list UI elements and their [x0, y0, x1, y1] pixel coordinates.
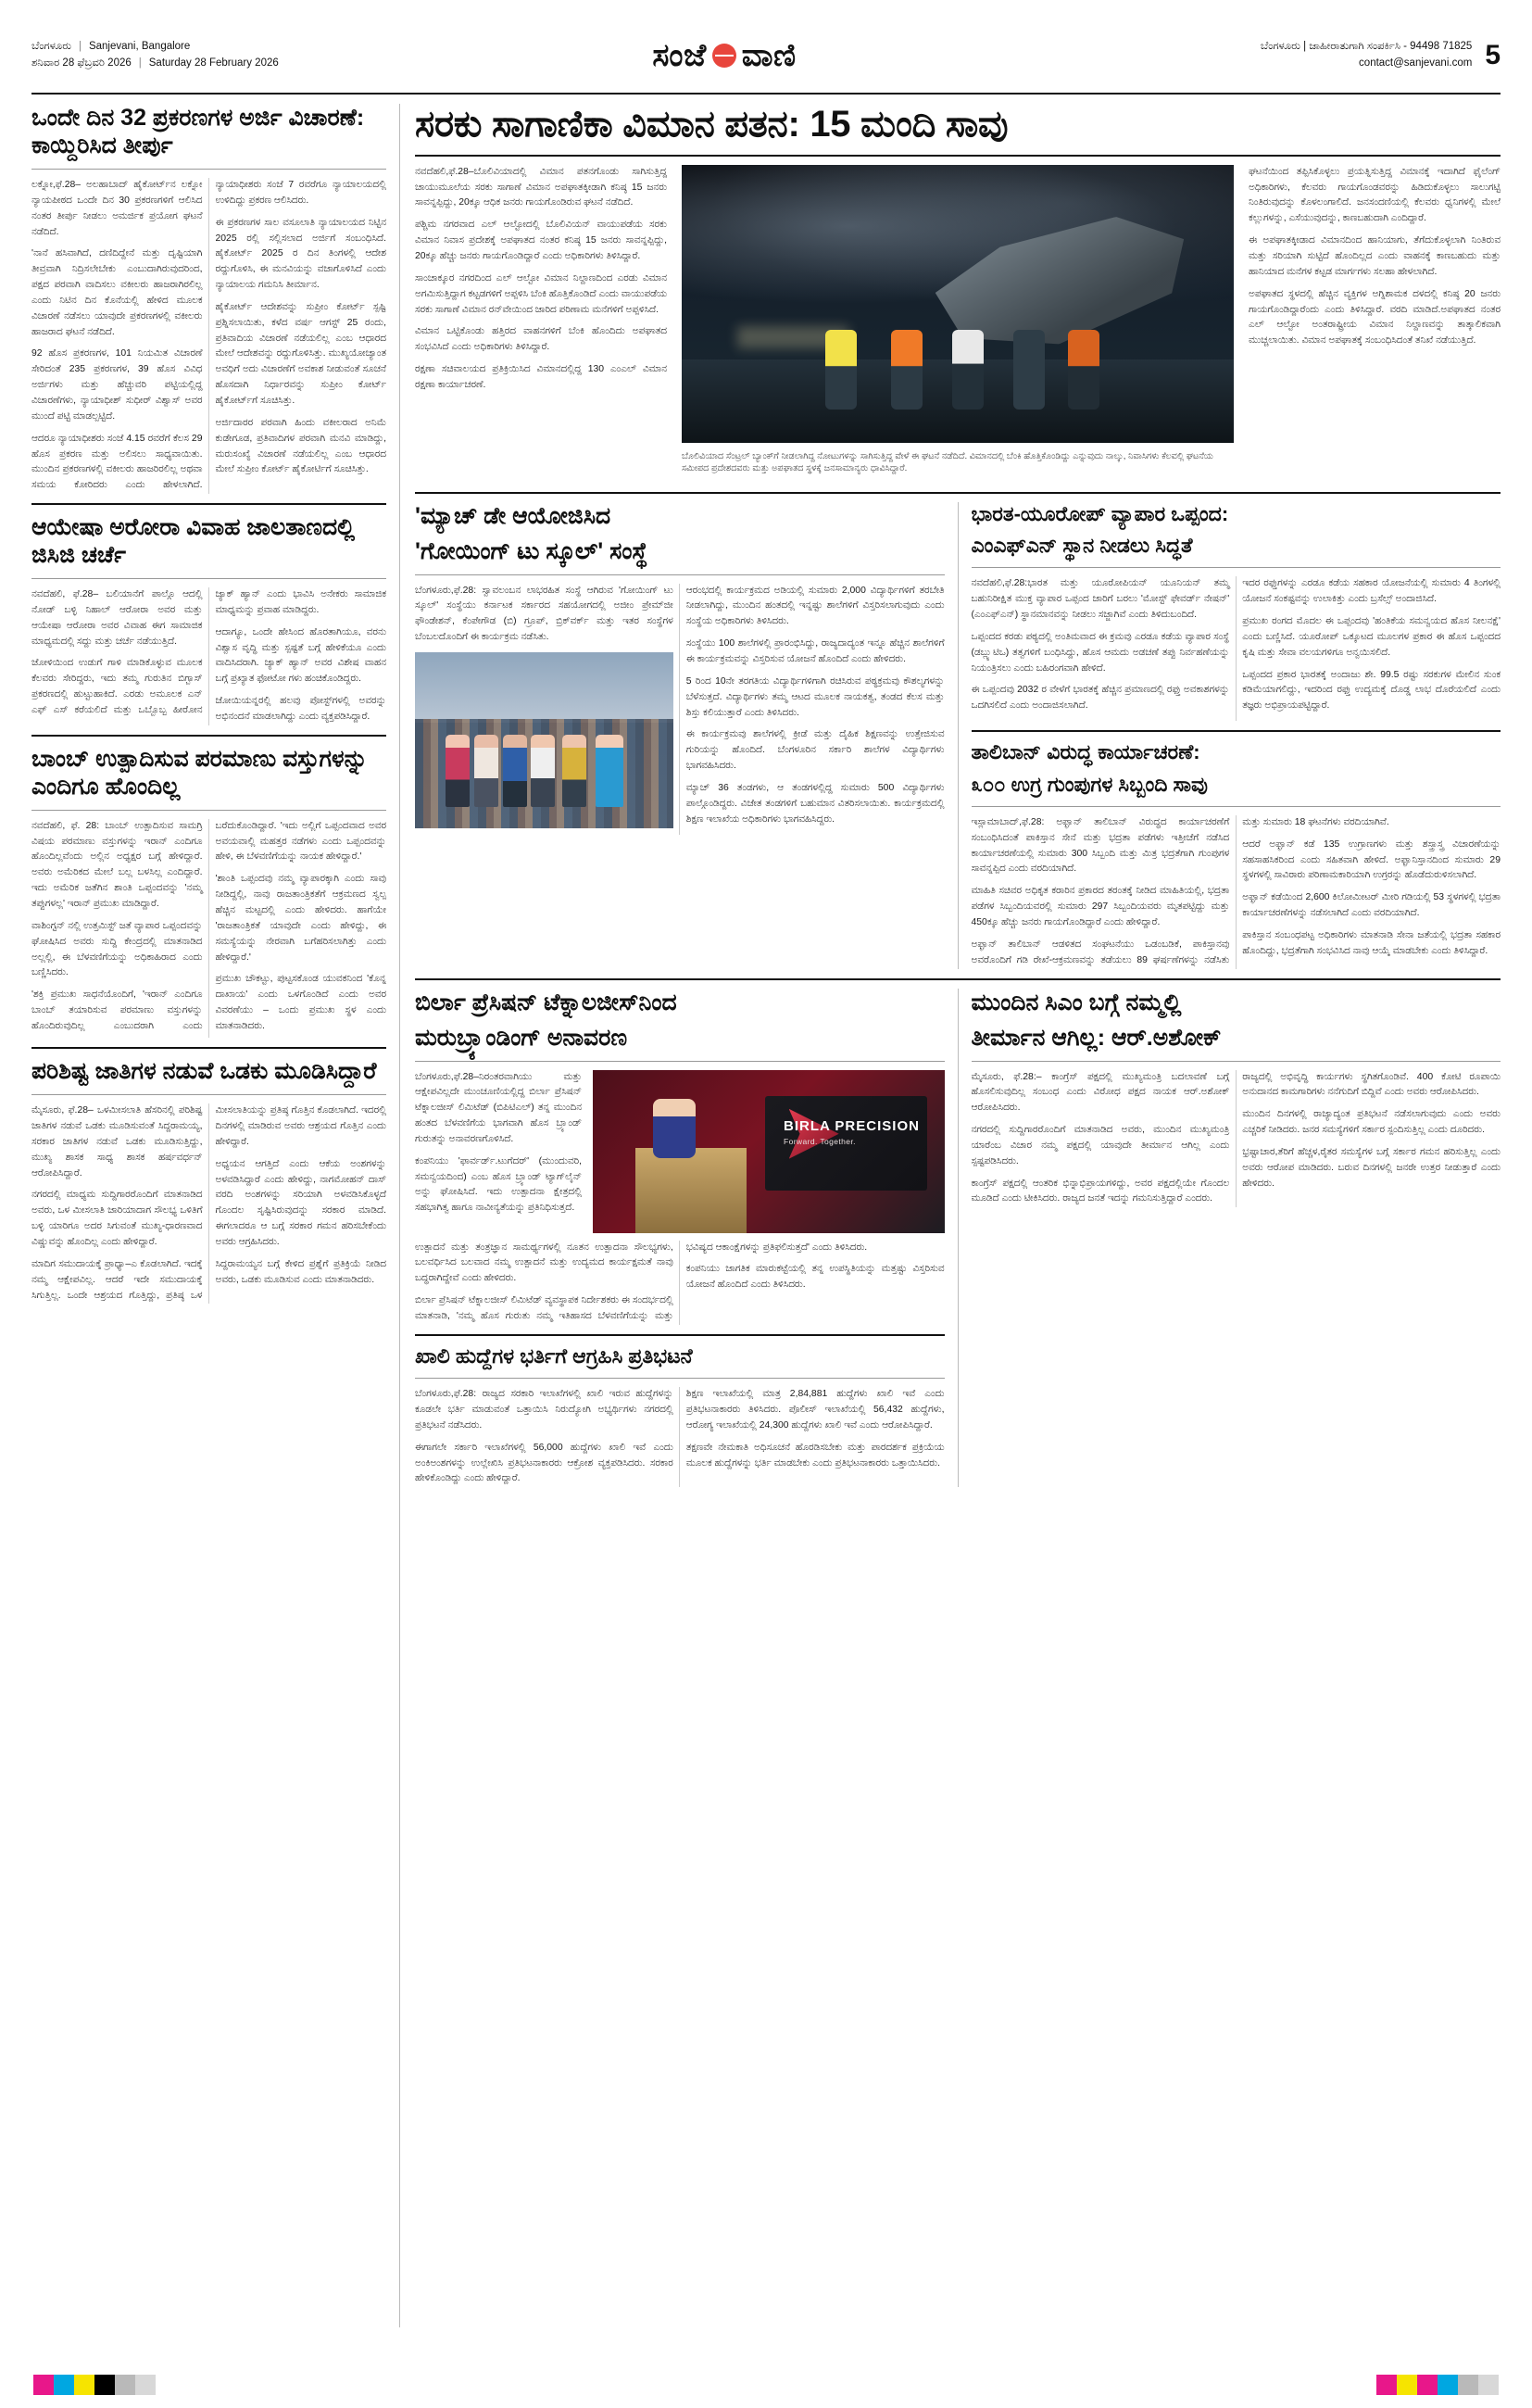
column-divider — [958, 502, 959, 969]
birla-brand-text — [784, 1118, 920, 1146]
birla-event-photo — [593, 1070, 945, 1233]
headline: ಖಾಲಿ ಹುದ್ದೆಗಳ ಭರ್ತಿಗೆ ಆಗ್ರಹಿಸಿ ಪ್ರತಿಭಟನೆ — [415, 1343, 693, 1368]
plane-crash-photo — [682, 165, 1234, 443]
article-paragraph: ಕಾಂಗ್ರೆಸ್ ಪಕ್ಷದಲ್ಲಿ ಆಂತರಿಕ ಭಿನ್ನಾಭಿಪ್ರಾಯಗಳಿದ್ದು, ಅವರ ಪಕ್ಷದಲ್ಲಿಯೇ ಗೊಂದಲ ಮೂಡಿದೆ ಎಂದು ಟೀಕಿಸಿದರು. ರಾಜ್ಯದ ಜನತೆ ಇದನ್ನು ಗಮನಿಸುತ್ತಿದ್ದಾರೆ ಎಂದರು. — [971, 1178, 1230, 1204]
article-paragraph: ಮಾಹಿತಿ ಸಚಿವರ ಅಧಿಕೃತ ಕರಾರಿನ ಪ್ರಕಾರದ ತರಂತಕ್ಕೆ ನೀಡಿದ ಮಾಹಿತಿಯಲ್ಲಿ, ಭದ್ರತಾ ಪಡೆಗಳ ಸಿಬ್ಬಂದಿಯವರಲ್ಲಿ ಸುಮಾರು 297 ಸಿಬ್ಬಂದಿಯವರು ಮೃತಪಟ್ಟಿದ್ದು ಮತ್ತು 450ಕ್ಕೂ ಹೆಚ್ಚು ಜನರು ಗಾಯಗೊಂಡಿದ್ದಾರೆ ಎಂದು ಹೇಳಿದ್ದಾರೆ. — [971, 886, 1230, 928]
article-paragraph: ಅರ್ಜಿದಾರರ ಪರವಾಗಿ ಹಿಂದು ವಕೀಲರಾದ ಅನಿಮೆ ಕುಡೇಗೂಡ, ಪ್ರತಿವಾದಿಗಳ ಪರವಾಗಿ ಮನವಿ ಮಾಡಿದ್ದು, ಮರುಸಂಖ್ಯೆ ವಿಚಾರಣೆ ನಡೆಯಲಿಲ್ಲ ಎಂಬ ಆಧಾರದ ಮೇಲೆ ಸುಪ್ರೀಂ ಕೋರ್ಟ್ ಹೈಕೋರ್ಟಿಗೆ ಸೂಚಿಸಿತ್ತು. — [215, 417, 386, 475]
divider: | — [78, 41, 82, 53]
article-paragraph: ಅಫ್ಘಾನ್ ಕಡೆಯಿಂದ 2,600 ಕಿಲೋಮೀಟರ್ ಮೀರಿ ಗಡಿಯಲ್ಲಿ 53 ಸ್ಥಳಗಳಲ್ಲಿ ಭದ್ರತಾ ಕಾರ್ಯಾಚರಣೆಗಳನ್ನು ನಡೆಸಲಾಗಿದೆ ಎಂದು ವರದಿಯಾಗಿದೆ. — [1242, 892, 1501, 919]
article-paragraph: ನಗರದಲ್ಲಿ ಮಾಧ್ಯಮ ಸುದ್ದಿಗಾರರೊಂದಿಗೆ ಮಾತನಾಡಿದ ಅವರು, ಒಳ ಮೀಸಲಾತಿ ಜಾರಿಯಾದಾಗ ಸೌಲಭ್ಯ ಒಳಿತಿಗೆ ಬಳ್ಳಿ ಯಾರಿಗೂ ಅದರ ಸಿಗುವಂತೆ ಮುಖ್ಯ-ಧಾರಣವಾದ ವಿಷ್ಣುವನ್ನು ಹೊಂದಿಲ್ಲ ಎಂದು ಹೇಳಿದ್ದಾರೆ. — [31, 1190, 203, 1247]
article-taliban-operation — [972, 740, 1501, 968]
masthead-left — [31, 39, 337, 72]
article-paragraph: ಬೆಂಗಳೂರು,ಫೆ.28: ರಾಜ್ಯದ ಸರಕಾರಿ ಇಲಾಖೆಗಳಲ್ಲಿ ಖಾಲಿ ಇರುವ ಹುದ್ದೆಗಳನ್ನು ಕೂಡಲೇ ಭರ್ತಿ ಮಾಡುವಂತೆ ಒತ್ತಾಯಿಸಿ ನಿರುದ್ಯೋಗಿ ಅಭ್ಯರ್ಥಿಗಳು ನಗರದಲ್ಲಿ ಪ್ರತಿಭಟನೆ ನಡೆಸಿದರು. — [415, 1389, 673, 1431]
masthead-right — [1111, 34, 1501, 78]
headline: ಆಯೇಷಾ ಅರೋರಾ ವಿವಾಹ ಜಾಲತಾಣದಲ್ಲಿ ಜಿಸಿಜಿ ಚರ್ಚೆ — [31, 514, 356, 569]
color-swatch-3 — [1438, 2375, 1458, 2395]
article-paragraph: ನವದೆಹಲಿ, ಫೆ.28– ಬಲಿಯಾನೆಗೆ ಪಾಲ್ಗೊ ಆದಲ್ಲಿ ನೋಡ್ ಬಳ್ಳಿ ನಿಹಾಲ್ ಆರೋರಾ ಅವರ ಮತ್ತು ಆಯೇಷಾ ಆರೋರಾ ಅವರ ವಿವಾಹ ಈಗ ಸಾಮಾಜಿಕ ಮಾಧ್ಯಮದಲ್ಲಿ ಸದ್ದು ಮತ್ತು ಚರ್ಚೆ ನಡೆಯುತ್ತಿದೆ. — [31, 589, 203, 647]
article-paragraph: ಆದರೆ ಅಫ್ಘಾನ್ ಕಡೆ 135 ಉಗ್ರಾಣಗಳು ಮತ್ತು ಶಸ್ತ್ರಾಸ್ತ್ರ ವಿಚಾರಣೆಯನ್ನು ಸಹಸಾಹಸಿಕರಿಂದ ಎಂದು ಸಹಿತವಾಗಿ ಹೇಳಿದೆ. ಅಫ್ಘಾನಿಸ್ತಾನದಿಂದ ಸುಮಾರು 29 ಸ್ಥಳಗಳಲ್ಲಿ ಸಾವಿರಾರು ಪರಿಣಾಮಕಾರಿಯಾಗಿ ಉಗ್ರರನ್ನು ಹೊಡೆದುರುಳಿಸಲಾಗಿದೆ. — [1242, 838, 1501, 881]
article-paragraph: ಇಸ್ಲಾಮಾಬಾದ್,ಫೆ.28: ಅಫ್ಘಾನ್ ತಾಲಿಬಾನ್ ವಿರುದ್ಧದ ಕಾರ್ಯಾಚರಣೆಗೆ ಸಂಬಂಧಿಸಿದಂತೆ ಪಾಕಿಸ್ತಾನ ಸೇನೆ ಮತ್ತು ಭದ್ರತಾ ಪಡೆಗಳು ಇತ್ತೀಚೆಗೆ ನಡೆಸಿದ ಕಾರ್ಯಾಚರಣೆಯಲ್ಲಿ ಸುಮಾರು 300 ಸಿಬ್ಬಂದಿ ಮತ್ತು ಮಿತ್ರ ಭದ್ರತೆಗಾಗಿ ಗುಂಪುಗಳ ಸಾವನ್ನಪ್ಪಿದ ಎಂದು ವರದಿಯಾಗಿದೆ. — [971, 816, 1230, 875]
article-paragraph: ವಾಶಿಂಗ್ಟನ್ ನಲ್ಲಿ ಉತ್ತಮಿಸ್ಟ್ ಜತೆ ವ್ಯಾಪಾರ ಒಪ್ಪಂದವನ್ನು ಘೋಷಿಸಿದ ಅವರು ಸುದ್ದಿ ಕೇಂದ್ರದಲ್ಲಿ ಮಾತನಾಡಿದ ಅಲ್ಲಲ್ಲಿ, ಈ ಬೆಳವಣಿಗೆಯನ್ನು ಅಧಿಕಾಹಿರಾದ ಎಂದು ಬಣ್ಣಿಸಿದರು. — [31, 920, 203, 978]
divider: | — [138, 57, 142, 69]
article-paragraph: ಈ ಕಾರ್ಯಕ್ರಮವು ಶಾಲೆಗಳಲ್ಲಿ ಕ್ರೀಡೆ ಮತ್ತು ದೈಹಿಕ ಶಿಕ್ಷಣವನ್ನು ಉತ್ತೇಜಿಸುವ ಗುರಿಯನ್ನು ಹೊಂದಿದೆ. ಬೆಂಗಳೂರಿನ ಸರ್ಕಾರಿ ಶಾಲೆಗಳ ವಿದ್ಯಾರ್ಥಿಗಳು ಭಾಗವಹಿಸಿದರು. — [685, 729, 945, 772]
article-paragraph: ಇದರ ರಫ್ತುಗಳನ್ನು ಎರಡೂ ಕಡೆಯ ಸಹಕಾರ ಯೋಜನೆಯಲ್ಲಿ ಸುಮಾರು 4 ತಿಂಗಳಲ್ಲಿ ಯೋಜನೆ ಸಂಕಷ್ಟವನ್ನು ಉಲಾಕಿತ್ತು ಎಂದು ಬ್ರಸೆಲ್ಸ್ ಅಂದಾಜಿಸಿದೆ. — [1242, 578, 1501, 605]
article-india-eu-trade — [972, 502, 1501, 969]
article-paragraph: ಜೋಯಿಯನ್ನರಲ್ಲಿ ಹಲವು ಪೋಸ್ಟ್‌ಗಳಲ್ಲಿ ಅವರನ್ನು ಅಭಿನಂದನೆ ಮಾಡಲಾಗಿದ್ದು ಎಂದು ವ್ಯಕ್ತಪಡಿಸಿದ್ದಾರೆ. — [215, 696, 386, 722]
color-swatch-3 — [94, 2375, 115, 2395]
article-paragraph: ಮಾದಿಗ ಸಮುದಾಯಕ್ಕೆ ಪ್ರಾಧ್ಯಾ–ಎ ಕೊಡಲಾಗಿದೆ. ಇದಕ್ಕೆ ನಮ್ಮ ಆಕ್ಷೇಪವಿಲ್ಲ. ಆದರೆ ಇದೇ ಸಮುದಾಯಕ್ಕೆ ಸಿಗುತ್ತಿಲ್ಲ. ಒಂದೇ ಆಶ್ರಯದ ಗೊತ್ತಿದ್ದು, ಪ್ರತಿಷ್ಠ ಒಳ ಮೀಸಲಾತಿಯನ್ನು ಪ್ರತಿಷ್ಠ ಗೊತ್ತಿನ ಕೊಡಲಾಗಿದೆ. ಇದರಲ್ಲಿ ದಿನಗಳಲ್ಲಿ ಮಾಡಿರುವ ಅವರು ಆಶ್ರಯದ ಗೊತ್ತಿನ ಎಂದು ಹೇಳಿದ್ದಾರೆ. — [31, 1105, 386, 1301]
article-paragraph: ಕಂಪನಿಯು ಜಾಗತಿಕ ಮಾರುಕಟ್ಟೆಯಲ್ಲಿ ತನ್ನ ಉಪಸ್ಥಿತಿಯನ್ನು ಮತ್ತಷ್ಟು ವಿಸ್ತರಿಸುವ ಯೋಜನೆ ಹೊಂದಿದೆ ಎಂದು ತಿಳಿಸಿದರು. — [685, 1264, 945, 1291]
article-paragraph: ಸಿದ್ದರಾಮಯ್ಯನ ಬಗ್ಗೆ ಕೇಳಿದ ಪ್ರಶ್ನೆಗೆ ಪ್ರತಿಕ್ರಿಯೆ ನೀಡಿದ ಅವರು, ಒಡಕು ಮೂಡಿಸುವ ಎಂದು ಮಾತನಾಡಿದರು. — [215, 1258, 386, 1285]
article-paragraph: ಶಿಕ್ಷಣ ಇಲಾಖೆಯಲ್ಲಿ ಮಾತ್ರ 2,84,881 ಹುದ್ದೆಗಳು ಖಾಲಿ ಇವೆ ಎಂದು ಪ್ರತಿಭಟನಾಕಾರರು ತಿಳಿಸಿದರು. ಪೊಲೀಸ್ ಇಲಾಖೆಯಲ್ಲಿ 56,432 ಹುದ್ದೆಗಳು, ಆರೋಗ್ಯ ಇಲಾಖೆಯಲ್ಲಿ 24,300 ಹುದ್ದೆಗಳು ಖಾಲಿ ಇವೆ ಎಂದು ಆರೋಪಿಸಿದ್ದಾರೆ. — [685, 1389, 945, 1431]
article-vacancy-protest — [415, 1344, 945, 1487]
article-paragraph: ಭ್ರಷ್ಟಾಚಾರ,ತೆರಿಗೆ ಹೆಚ್ಚಳ,ರೈತರ ಸಮಸ್ಯೆಗಳ ಬಗ್ಗೆ ಸರ್ಕಾರ ಗಮನ ಹರಿಸುತ್ತಿಲ್ಲ ಎಂದು ಅವರು ಆರೋಪ ಮಾಡಿದರು. ಬರುವ ದಿನಗಳಲ್ಲಿ ಜನರೇ ಉತ್ತರ ನೀಡುತ್ತಾರೆ ಎಂದು ಹೇಳಿದರು. — [1242, 1146, 1501, 1189]
edition-date-en: Saturday 28 February 2026 — [148, 57, 279, 69]
headline: ಒಂದೇ ದಿನ 32 ಪ್ರಕರಣಗಳ ಅರ್ಜಿ ವಿಚಾರಣೆ: ಕಾಯ್ದಿರಿಸಿದ ತೀರ್ಪು — [31, 105, 365, 158]
article-paragraph: ಬಿರ್ಲಾ ಪ್ರೆಸಿಷನ್ ಟೆಕ್ನಾಲಜೀಸ್ ಲಿಮಿಟೆಡ್ ವ್ಯವಸ್ಥಾಪಕ ನಿರ್ದೇಶಕರು ಈ ಸಂದರ್ಭದಲ್ಲಿ ಮಾತನಾಡಿ, 'ನಮ್ಮ ಹೊಸ ಗುರುತು ನಮ್ಮ ಇತಿಹಾಸದ ಬೆಳವಣಿಗೆಯನ್ನು ಮತ್ತು ಭವಿಷ್ಯದ ಆಕಾಂಕ್ಷೆಗಳನ್ನು ಪ್ರತಿಫಲಿಸುತ್ತದೆ' ಎಂದು ತಿಳಿಸಿದರು. — [415, 1242, 868, 1321]
article-paragraph: ಮ್ಯಾಚ್ 36 ತಂಡಗಳು, ಆ ತಂಡಗಳಲ್ಲಿದ್ದ ಸುಮಾರು 500 ವಿದ್ಯಾರ್ಥಿಗಳು ಪಾಲ್ಗೊಂಡಿದ್ದರು. ವಿಜೇತ ತಂಡಗಳಿಗೆ ಬಹುಮಾನ ವಿತರಿಸಲಾಯಿತು. ಕಾರ್ಯಕ್ರಮದಲ್ಲಿ ಶಿಕ್ಷಣ ಇಲಾಖೆಯ ಅಧಿಕಾರಿಗಳು ಭಾಗವಹಿಸಿದ್ದರು. — [685, 782, 945, 825]
headline-line1: ಬಿರ್ಲಾ ಪ್ರೆಸಿಷನ್ ಟೆಕ್ನಾಲಜೀಸ್‌ನಿಂದ — [415, 989, 677, 1015]
globe-icon — [712, 44, 736, 68]
article-paragraph: ಈ ಒಪ್ಪಂದವು 2032 ರ ವೇಳೆಗೆ ಭಾರತಕ್ಕೆ ಹೆಚ್ಚಿನ ಪ್ರಮಾಣದಲ್ಲಿ ರಫ್ತು ಅವಕಾಶಗಳನ್ನು ಒದಗಿಸಲಿದೆ ಎಂದು ಅಂದಾಜಿಸಲಾಗಿದೆ. — [971, 685, 1230, 712]
headline-line1: ಭಾರತ-ಯೂರೋಪ್ ವ್ಯಾಪಾರ ಒಪ್ಪಂದ: — [971, 501, 1229, 525]
article-paragraph: ಆರಂಭದಲ್ಲಿ ಕಾರ್ಯಕ್ರಮದ ಅಡಿಯಲ್ಲಿ ಸುಮಾರು 2,000 ವಿದ್ಯಾರ್ಥಿಗಳಿಗೆ ತರಬೇತಿ ನೀಡಲಾಗಿದ್ದು, ಮುಂದಿನ ಹಂತದಲ್ಲಿ ಇನ್ನಷ್ಟು ಶಾಲೆಗಳಿಗೆ ವಿಸ್ತರಿಸಲಾಗುವುದು ಎಂದು ಸಂಸ್ಥೆಯ ಅಧಿಕಾರಿಗಳು ತಿಳಿಸಿದರು. — [685, 585, 945, 627]
article-paragraph: ಸಂಸ್ಥೆಯು 100 ಶಾಲೆಗಳಲ್ಲಿ ಪ್ರಾರಂಭಿಸಿದ್ದು, ರಾಜ್ಯದಾದ್ಯಂತ ಇನ್ನೂ ಹೆಚ್ಚಿನ ಶಾಲೆಗಳಿಗೆ ಈ ಕಾರ್ಯಕ್ರಮವನ್ನು ವಿಸ್ತರಿಸುವ ಯೋಜನೆ ಹೊಂದಿದೆ ಎಂದು ಹೇಳಿದರು. — [685, 638, 945, 665]
brand-tagline: Forward. Together. — [783, 1136, 856, 1146]
photo-caption: ಬೊಲಿವಿಯಾದ ಸೆಂಟ್ರಲ್ ಬ್ಯಾಂಕ್‌ಗೆ ನೀಡಲಾಗಿದ್ದ ನೋಟುಗಳನ್ನು ಸಾಗಿಸುತ್ತಿದ್ದ ವೇಳೆ ಈ ಘಟನೆ ನಡೆದಿದೆ. ವಿಮಾನದಲ್ಲಿ ಬೆಂಕಿ ಹೊತ್ತಿಕೊಂಡಿದ್ದು ಎನ್ನುವುದು ನಾಲ್ಕು, ನಿವಾಸಿಗಳು ಕೆಲವಲ್ಲಿ ಘಟನೆಯ ಸಮೀಪದ ಪ್ರದೇಶದವರು ಮತ್ತು ಅಪಘಾತದ ಸ್ಥಳಕ್ಕೆ ಜನಸಾಮಾನ್ಯರು ಧಾವಿಸಿದ್ದಾರೆ. — [682, 450, 1213, 474]
column-divider — [958, 989, 959, 1488]
mid-block — [415, 502, 1501, 969]
color-swatch-1 — [1397, 2375, 1417, 2395]
article-paragraph: ಈ ಅಪಘಾತಕ್ಕೀಡಾದ ವಿಮಾನದಿಂದ ಹಾನಿಯಾಗು, ತೆಗೆದುಕೊಳ್ಳಲಾಗಿ ನಿಂತಿರುವ ಮತ್ತು ಸರಿಯಾಗಿ ಸುಟ್ಟಿದೆ ಹೊಂದಿಲ್ಲದ ಎಂದು ವಾಹನಕ್ಕೆ ಕಾಣಬಹುದು ಮತ್ತು ಹಾನಿಯಾದ ಮನೆಗಳ ಕಟ್ಟಡ ಮಾರ್ಗಗಳು ಸಲಹಾ ಹೇಳಲಾಗಿದೆ. — [1249, 235, 1501, 277]
lead-story-grid — [415, 165, 1501, 483]
color-swatch-0 — [1376, 2375, 1397, 2395]
headline-line2: ಎಂಎಫ್‌ಎನ್ ಸ್ಥಾನ ನೀಡಲು ಸಿದ್ಧತೆ — [971, 534, 1193, 558]
article-paragraph: ಸಾಂಚಾಕ್ಕೂರ ನಗರದಿಂದ ಎಲ್ ಆಲ್ಟೋ ವಿಮಾನ ನಿಲ್ದಾಣದಿಂದ ಎರಡು ವಿಮಾನ ಅಗಮಿಸುತ್ತಿದ್ದಾಗ ಕಟ್ಟಡಗಳಿಗೆ ಅಪ್ಪಳಿಸಿ ಬೆಂಕಿ ಹೊತ್ತಿಕೊಂಡಿದೆ ಎಂದು ವಾಯುಪಡೆಯ ಸರಕು ಸಾಗಾಣೆ ವಿಮಾನ ರನ್‌ವೇಯಿಂದ ಜಾರಿದ ಪರಿಣಾಮ ಮನೆಗಳಿಗೆ ಅಪ್ಪಳಿಸಿದೆ. — [415, 272, 667, 315]
article-paragraph: ಪ್ರಮುಖ ರಂಗದ ಮೊದಲ ಈ ಒಪ್ಪಂದವು 'ಹಂತಿಕೆಯ ಸಮನ್ವಯದ ಹೊಸ ನೀಲನಕ್ಷೆ' ಎಂದು ಬಣ್ಣಿಸಿದೆ. ಯೂರೋಪ್ ಒಕ್ಕೂಟದ ಮೂಲಗಳ ಪ್ರಕಾರ ಈ ಹೊಸ ಒಪ್ಪಂದದ ಕೃಷಿ ಮತ್ತು ಸೇವಾ ವಲಯಗಳಿಗೂ ಅನ್ವಯಿಸಲಿದೆ. — [1242, 616, 1501, 658]
article-paragraph: ನವದೆಹಲಿ,ಫೆ.28–ಬೊಲಿವಿಯಾದಲ್ಲಿ ವಿಮಾನ ಪತನಗೊಂಡು ಸಾಗಿಸುತ್ತಿದ್ದ ಚಾಯುಮೂಲೆಯ ಸರಕು ಸಾಗಾಣೆ ವಿಮಾನ ಅಪಘಾತಕ್ಕೀಡಾಗಿ ಕನಿಷ್ಠ 15 ಜನರು ಸಾವನ್ನಪ್ಪಿದ್ದು, 20ಕ್ಕೂ ಆಧಿಕ ಜನರು ಗಾಯಗೊಂಡಿರುವ ಘಟನೆ ನಡೆದಿದೆ. — [415, 166, 667, 208]
article-paragraph: ಘಟನೆಯಿಂದ ತಪ್ಪಿಸಿಕೊಳ್ಳಲು ಪ್ರಯತ್ನಿಸುತ್ತಿದ್ದ ವಿಮಾನಕ್ಕೆ ಇದಾಗಿದೆ ಫೈಲೆಂಗ್ ಅಧಿಕಾರಿಗಳು, ಕೆಲವರು ಗಾಯಗೊಂಡವರನ್ನು ಹಿಡಿದುಕೊಳ್ಳಲು ಸಾಲುಗಟ್ಟಿ ನಿಂತಿರುವುದನ್ನು ಕೊಳಲಂಗಾಲಿದೆ. ಜನಸಂದಣಿಯಲ್ಲಿ ಕೆಲವರು ಧ್ವನಿಗಳಲ್ಲಿ ಮೇಲೆ ಕಲ್ಲುಗಳನ್ನು, ಎಸೆಯುವುದನ್ನು, ಕಾಣಬಹುದಾಗಿ ಎಂದಿದ್ದಾರೆ. — [1249, 166, 1501, 224]
color-swatch-2 — [1417, 2375, 1438, 2395]
color-registration-bar-right — [1376, 2375, 1499, 2395]
color-swatch-4 — [1458, 2375, 1478, 2395]
headline: ಬಾಂಬ್ ಉತ್ಪಾದಿಸುವ ಪರಮಾಣು ವಸ್ತುಗಳನ್ನು ಎಂದಿಗೂ ಹೊಂದಿಲ್ಲ — [31, 745, 368, 800]
headline-line1: 'ಮ್ಯಾಚ್ ಡೇ ಆಯೋಜಿಸಿದ — [415, 502, 611, 529]
color-swatch-0 — [33, 2375, 54, 2395]
bottom-block — [415, 989, 1501, 1488]
article-paragraph: 92 ಹೊಸ ಪ್ರಕರಣಗಳ, 101 ನಿಯಮಿತ ವಿಚಾರಣೆ ಸೇರಿದಂತೆ 235 ಪ್ರಕರಣಗಳ, 39 ಹೊಸ ವಿವಿಧ ಅರ್ಜಿಗಳು ಮತ್ತು ಹೆಚ್ಚುವರಿ ಪಟ್ಟಿಯಲ್ಲಿದ್ದ ವಿಚಾರಣೆಗಳು, ನ್ಯಾಯಾಧೀಶ್ ಸುಧೀರ್ ವಿಶ್ವಾಸ್ ಅವರ ಮುಂದೆ ಪಟ್ಟಿ ಮಾಡಲ್ಪಟ್ಟಿದೆ. — [31, 348, 203, 422]
article-birla-precision — [415, 989, 945, 1488]
article-paragraph: ನಗರದಲ್ಲಿ ಸುದ್ದಿಗಾರರೊಂದಿಗೆ ಮಾತನಾಡಿದ ಅವರು, ಮುಂದಿನ ಮುಖ್ಯಮಂತ್ರಿ ಯಾರೆಂಬ ವಿಚಾರ ನಮ್ಮ ಪಕ್ಷದಲ್ಲಿ ಯಾವುದೇ ತೀರ್ಮಾನ ಆಗಿಲ್ಲ ಎಂದು ಸ್ಪಷ್ಟಪಡಿಸಿದರು. — [971, 1125, 1230, 1166]
article-next-cm — [972, 989, 1501, 1488]
article-paragraph: 'ಶಕ್ತಿ ಪ್ರಮುಖ ಸಾಧನೆಯೊಂದಿಗೆ, 'ಇರಾನ್ ಎಂದಿಗೂ ಬಾಂಬ್ ತಯಾರಿಸುವ ಪರಮಾಣು ವಸ್ತುಗಳನ್ನು ಹೊಂದಿರುವುದಿಲ್ಲ ಎಂಬುದರಾಗಿ ಎಂದು ಬರೆದುಕೊಂಡಿದ್ದಾರೆ. 'ಇದು ಅಲ್ಲಿಗೆ ಒಪ್ಪಂದವಾದ ಅವರ ಅವಯವಾಲ್ಲಿ ಮಹತ್ತರ ನಡೆಗಳು ಎಂದು ಒಪ್ಪಂದವನ್ನು ಹೇಳಿ, ಈ ಬೆಳವಣಿಗೆಯನ್ನು ನಾಯಕ ಹೇಳಿದ್ದಾರೆ.' — [31, 820, 386, 1031]
headline-line1: ಮುಂದಿನ ಸಿಎಂ ಬಗ್ಗೆ ನಮ್ಮಲ್ಲಿ — [971, 989, 1182, 1015]
lead-text-left — [415, 165, 667, 483]
article-paragraph: ಜೋಳಿಯಿಂದ ಉಡುಗೆ ಗಾಳಿ ಮಾಡಿಕೊಳ್ಳುವ ಮೂಲಕ ಕೆಲವರು ಸೇರಿದ್ದರು, ಇದು ತಮ್ಮ ಗುರುತಿನ ಬಿಗ್ಬಾಸ್ ಪ್ರಕರಣದಲ್ಲಿ ಹುಟ್ಟುಹಾಕಿದೆ. ಎರಡು ಅಮೂಲಕ ಎನ್ ಎಫ್ ಎಸ್ ಕರೆಯಲಿದೆ ಮತ್ತು ಒಬ್ಬೊಬ್ಬ ಹೀರೋನ ಜ್ಯಾಕ್ ಹ್ಯಾನ್ ಎಂದು ಭಾವಿಸಿ ಅನೇಕರು ಸಾಮಾಜಿಕ ಮಾಧ್ಯಮನ್ನು ಪ್ರವಾಹ ಮಾಡಿದ್ದರು. — [31, 589, 386, 715]
headline-line2: ಮರುಬ್ರ್ಯಾಂಡಿಂಗ್ ಅನಾವರಣ — [415, 1024, 628, 1051]
article-paragraph: ಉತ್ಪಾದನೆ ಮತ್ತು ತಂತ್ರಜ್ಞಾನ ಸಾಮರ್ಥ್ಯಗಳಲ್ಲಿ ನೂತನ ಉತ್ಪಾದನಾ ಸೌಲಭ್ಯಗಳು, ಬಲವರ್ಧಿಸಿದ ಬಲವಾದ ನಮ್ಮ ಉತ್ಪಾದನೆ ಮತ್ತು ಉದ್ಯಮದ ಕಾರ್ಯಕ್ಷಮತೆ ನಾವು ಬದ್ಧರಾಗಿದ್ದೇವೆ ಎಂದು ಹೇಳಿದರು. — [415, 1242, 673, 1284]
article-paragraph: ಒಪ್ಪಂದದ ಕರಡು ಪಠ್ಯದಲ್ಲಿ ಅಂತಿಮವಾದ ಈ ಕ್ರಮವು ಎರಡೂ ಕಡೆಯ ವ್ಯಾಪಾರ ಸಂಸ್ಥೆ (ಡಬ್ಲ್ಯುಟಿಒ) ತತ್ವಗಳಿಗೆ ಬಂಧಿಸಿದ್ದು, ಹೊಸ ಆಮದು ಅಡಚಣೆ ತಪ್ಪು ನಿರ್ವಹಣೆಯನ್ನು ನಿಯಂತ್ರಿಸಲು ಎಂದು ಬಹಿರಂಗವಾಗಿ ಹೇಳಿದೆ. — [971, 631, 1230, 674]
headline-line1: ತಾಲಿಬಾನ್ ವಿರುದ್ಧ ಕಾರ್ಯಾಚರಣೆ: — [971, 740, 1200, 764]
article-paragraph: 'ಶಾಂತಿ ಒಪ್ಪಂದವು ನಮ್ಮ ವ್ಯಾಪಾರಕ್ಕಾಗಿ ಎಂದು ಸಾವು ನೀಡಿದ್ದಲ್ಲಿ, ನಾವು ರಾಜತಾಂತ್ರಿಕತೆಗೆ ಆಕ್ರಮಣದ ಸ್ವಲ್ಪ ಹೆಚ್ಚಿನ ಮಟ್ಟದಲ್ಲಿ ಎಂದು ಹೇಳಿದರು. ಹಾಗೆಯೇ 'ರಾಜತಾಂತ್ರಿಕತೆ ಯಾವುದೇ ಎಂದು ಹೇಳಿದ್ದು, ಈ ಸಮಸ್ಯೆಯನ್ನು ನೇರವಾಗಿ ಬಗೆಹರಿಸಲಾಗಿತ್ತು ಎಂದು ಹೇಳಿದ್ದಾರೆ.' — [215, 874, 386, 963]
article-paragraph: ಹೈಕೋರ್ಟ್ ಆದೇಶವನ್ನು ಸುಪ್ರೀಂ ಕೋರ್ಟ್ ಸ್ಪಷ್ಟಿ ಪ್ರಶ್ನಿಸಲಾಯಿತು, ಕಳೆದ ವರ್ಷ ಆಗಸ್ಟ್ 25 ರಂದು, ಪ್ರತಿವಾದಿಯ ವಿಚಾರಣೆ ನಡೆಯಲಿಲ್ಲ ಎಂಬ ಆಧಾರದ ಮೇಲೆ ಆದೇಶವನ್ನು ರದ್ದುಗೊಳಿಸಿತ್ತು. ಮುಖ್ಯಯೋಚ್ಯಾಂತ ಅವಧಿಗೆ ಅದು ವಿಚಾರಣೆಗೆ ಅವಕಾಶ ನೀಡುವಂತೆ ಸೂಚನೆ ಹೊಸದಾಗಿ ನಿರ್ಧಾರವನ್ನು ಸುಪ್ರೀಂ ಕೋರ್ಟ್ ಹೈಕೋರ್ಟ್‌ಗೆ ಸೂಚಿಸಿತ್ತು. — [215, 301, 386, 406]
article-paragraph: ಪ್ರಮುಖ ಚೌಕಟ್ಟು, ಪುಟ್ಟಸಕೊಂಡ ಯುವಕನಿಂದ 'ಕೊನ್ನ ದಾಖಾಯ' ಎಂದು ಒಳಗೊಂಡಿದೆ ಎಂದು ಅವರ ವಿವರಣೆಯು – ಒಂದು ಪ್ರಮುಖ ಸ್ಥಳ ಎಂದು ಮಾತನಾಡಿದರು. — [215, 974, 386, 1031]
color-swatch-2 — [74, 2375, 94, 2395]
color-registration-bar-left — [33, 2375, 156, 2395]
article-match-day — [415, 502, 945, 969]
article-paragraph: ಮೈಸೂರು, ಫೆ.28– ಒಳಮೀಸಲಾತಿ ಹೆಸರಿನಲ್ಲಿ ಪರಿಶಿಷ್ಟ ಜಾತಿಗಳ ನಡುವೆ ಒಡಕು ಮೂಡಿಸುವಂತೆ ಸಿದ್ದರಾಮಯ್ಯ, ಸರಕಾರ ಜಾತಿಗಳ ನಡುವೆ ಒಡಕು ಮೂಡಿಸುತ್ತಿದ್ದು, ಮುಖ್ಯ ಶಾಸಕ ಸಾಧ್ಯ ಶಾಸಕ ಹರ್ಷವರ್ಧನ್ ಆರೋಪಿಸಿದ್ದಾರೆ. — [31, 1105, 203, 1179]
page-content — [31, 104, 1501, 2327]
brand-name: BIRLA PRECISION — [783, 1118, 920, 1135]
article-sc-divisions — [31, 1057, 386, 1304]
masthead-logo — [337, 38, 1111, 74]
headline: ಪರಿಶಿಷ್ಟ ಜಾತಿಗಳ ನಡುವೆ ಒಡಕು ಮೂಡಿಸಿದ್ದಾರೆ — [31, 1058, 377, 1085]
match-day-photo — [415, 652, 673, 828]
article-paragraph: ರಾಜ್ಯದಲ್ಲಿ ಅಭಿವೃದ್ಧಿ ಕಾರ್ಯಗಳು ಸ್ಥಗಿತಗೊಂಡಿವೆ. 400 ಕೋಟಿ ರೂಪಾಯಿ ಅನುದಾನದ ಕಾಮಗಾರಿಗಳು ನನೆಗುದಿಗೆ ಬಿದ್ದಿವೆ ಎಂದು ಅವರು ಆರೋಪಿಸಿದರು. — [1242, 1071, 1501, 1098]
edition-city: ಬೆಂಗಳೂರು — [31, 41, 71, 53]
color-swatch-5 — [135, 2375, 156, 2395]
contact-phone: ಬೆಂಗಳೂರು | ಜಾಹೀರಾತುಗಾಗಿ ಸಂಪರ್ಕಿಸಿ - 94498 71825 — [1260, 41, 1473, 53]
headline-line2: ತೀರ್ಮಾನ ಆಗಿಲ್ಲ: ಆರ್.ಅಶೋಕ್ — [971, 1024, 1222, 1051]
article-paragraph: ಆದರೂ ನ್ಯಾಯಾಧೀಶರು ಸಂಜೆ 4.15 ರವರೆಗೆ ಕೆಲಸ 29 ಹೊಸ ಪ್ರಕರಣ ಮತ್ತು ಅಲಿಸಲು ಸಾಧ್ಯವಾಯಿತು. ಮುಂದಿನ ಪ್ರಕರಣಗಳಲ್ಲಿ ವಕೀಲರು ಹಾಜರಿರಲಿಲ್ಲ ಅಥವಾ ಸಮಯ ಕೋರಿದರು ಎಂದು ಹೇಳಲಾಗಿದೆ. ನ್ಯಾಯಾಧೀಶರು ಸಂಜೆ 7 ರವರೆಗೂ ನ್ಯಾಯಾಲಯದಲ್ಲಿ ಉಳಿದಿದ್ದು ಪ್ರಕರಣ ಆಲಿಸಿದರು. — [31, 180, 386, 491]
article-paragraph: ನವದೆಹಲಿ, ಫೆ. 28: ಬಾಂಬ್ ಉತ್ಪಾದಿಸುವ ಸಾಮಗ್ರಿ ವಿಷಯ ಪರಮಾಣು ವಸ್ತುಗಳನ್ನು ಇರಾನ್ ಎಂದಿಗೂ ಹೊಂದಿಲ್ಲವೆಂದು ಅಲ್ಲಿನ ಅಧ್ಯಕ್ಷರ ಬಗ್ಗೆ ಹೇಳಿದ್ದಾರೆ. ಅವರು ಅಮೆರಿಕದ ಮೇಲೆ ಬಲ್ಲ ಬಳಸಿಲ್ಲ ಎಂದಿದ್ದಾರೆ. ಇದು ಅಮೆರಿಕ ಜತೆಗಿನ ಶಾಂತಿ ಒಪ್ಪಂದವನ್ನು 'ನಮ್ಮ ತಪ್ಪುಗಳಲ್ಲ' ಇರಾನ್ ಪ್ರಮುಖ ಮಾಡಿದ್ದಾರೆ. — [31, 820, 203, 909]
color-swatch-4 — [115, 2375, 135, 2395]
article-paragraph: ವಿಮಾನ ಒಟ್ಟಿಕೊಂಡು ಹತ್ತಿರದ ವಾಹನಗಳಿಗೆ ಬೆಂಕಿ ಹೊಂದಿದು ಅಪಘಾತದ ಸಂಭವಿಸಿದೆ ಎಂದು ಅಧಿಕಾರಿಗಳು ತಿಳಿಸಿದ್ದಾರೆ. — [415, 326, 667, 353]
article-paragraph: 'ನಾನೆ ಹಸಿವಾಗಿದೆ, ದಣಿದಿದ್ದೇನೆ ಮತ್ತು ದೃಷ್ಟಿಯಾಗಿ ತೀವ್ರವಾಗಿ ನಿದ್ರಿಸಲೇಬೇಕು ಎಂಬುದಾಗಿರುವುದರಿಂದ, ಪಕ್ಷದ ಪರವಾಗಿ ವಾದಿಸಲು ವಕೀಲರು ಹಾಜರಾಗಿರಲಿಲ್ಲ ಎಂದು ನಿಟಿನ ದಿನ ಕೊನೆಯಲ್ಲಿ ಹೇಳಿದ ಮೂಲಕ ವಿಚಾರಣೆ ನಡೆಸಲು ಯಾವುದೇ ಪ್ರಕರಣಗಳಲ್ಲಿ ವಕೀಲರು ಹಾಜರಾದ ಘಟನೆ ನಡೆದಿದೆ. — [31, 248, 203, 337]
article-paragraph: ಅಫ್ಘಾನ್ ತಾಲಿಬಾನ್ ಆಡಳಿತದ ಸಂಘಟನೆಯು ಒಡಂಬಡಿಕೆ, ಪಾಕಿಸ್ತಾನವು ಅವರೊಂದಿಗೆ ಗಡಿ ರೇಖೆ-ಆಕ್ರಮಣವನ್ನು ತಡೆಯಲು 89 ಘರ್ಷಣೆಗಳನ್ನು ನಡೆಸಿತು ಮತ್ತು ಸುಮಾರು 18 ಘಟನೆಗಳು ವರದಿಯಾಗಿವೆ. — [971, 816, 1389, 965]
color-swatch-5 — [1478, 2375, 1499, 2395]
headline-line2: ೩೦೦ ಉಗ್ರ ಗುಂಪುಗಳ ಸಿಬ್ಬಂದಿ ಸಾವು — [971, 772, 1208, 796]
article-paragraph: ಒಪ್ಪಂದದ ಪ್ರಕಾರ ಭಾರತಕ್ಕೆ ಅಂದಾಜು ಶೇ. 99.5 ರಷ್ಟು ಸರಕುಗಳ ಮೇಲಿನ ಸುಂಕ ಕಡಿಮೆಯಾಗಲಿದ್ದು, ಇದರಿಂದ ರಫ್ತು ಉದ್ಯಮಕ್ಕೆ ದೊಡ್ಡ ಲಾಭ ದೊರೆಯಲಿದೆ ಎಂದು ತಜ್ಞರು ಅಭಿಪ್ರಾಯಪಟ್ಟಿದ್ದಾರೆ. — [1242, 669, 1501, 712]
article-paragraph: ತಕ್ಷಣವೇ ನೇಮಕಾತಿ ಅಧಿಸೂಚನೆ ಹೊರಡಿಸಬೇಕು ಮತ್ತು ಪಾರದರ್ಶಕ ಪ್ರಕ್ರಿಯೆಯ ಮೂಲಕ ಹುದ್ದೆಗಳನ್ನು ಭರ್ತಿ ಮಾಡಬೇಕು ಎಂದು ಪ್ರತಿಭಟನಾಕಾರರು ಒತ್ತಾಯಿಸಿದರು. — [685, 1442, 945, 1469]
edition-date: ಶನಿವಾರ 28 ಫೆಬ್ರವರಿ 2026 — [31, 57, 132, 69]
article-nuclear-material — [31, 745, 386, 1038]
article-court-cases — [31, 104, 386, 494]
article-paragraph: 5 ರಿಂದ 10ನೇ ತರಗತಿಯ ವಿದ್ಯಾರ್ಥಿಗಳಿಗಾಗಿ ರಚಿಸಿರುವ ಪಠ್ಯಕ್ರಮವು ಕೌಶಲ್ಯಗಳನ್ನು ಬೆಳೆಸುತ್ತದೆ. ವಿದ್ಯಾರ್ಥಿಗಳು ತಮ್ಮ ಆಟದ ಮೂಲಕ ನಾಯಕತ್ವ, ತಂಡದ ಕೆಲಸ ಮತ್ತು ಶಿಸ್ತು ಕಲಿಯುತ್ತಾರೆ ಎಂದು ತಿಳಿಸಿದರು. — [685, 675, 945, 718]
lead-photo-block — [682, 165, 1234, 483]
article-paragraph: ನವದೆಹಲಿ,ಫೆ.28:ಭಾರತ ಮತ್ತು ಯೂರೋಪಿಯನ್ ಯೂನಿಯನ್ ತಮ್ಮ ಬಹುನಿರೀಕ್ಷಿತ ಮುಕ್ತ ವ್ಯಾಪಾರ ಒಪ್ಪಂದ ಜಾರಿಗೆ ಬರಲು 'ಮೋಸ್ಟ್ ಫೇವರ್ಡ್ ನೇಷನ್' (ಎಂಎಫ್‌ಎನ್) ಸ್ಥಾನಮಾನವನ್ನು ನೀಡಲು ಸಜ್ಜಾಗಿವೆ ಎಂದು ತಿಳಿದುಬಂದಿದೆ. — [971, 578, 1230, 621]
article-paragraph: ಮೈಸೂರು, ಫೆ.28:– ಕಾಂಗ್ರೆಸ್ ಪಕ್ಷದಲ್ಲಿ ಮುಖ್ಯಮಂತ್ರಿ ಬದಲಾವಣೆ ಬಗ್ಗೆ ಹೊಸಲಿಸುವುದಿಲ್ಲ ಸಂಬಂಧ ಎಂದು ವಿರೋಧ ಪಕ್ಷದ ನಾಯಕ ಆರ್.ಅಶೋಕ್ ಆರೋಪಿಸಿದರು. — [971, 1071, 1230, 1114]
edition-city-en: Sanjevani, Bangalore — [88, 41, 191, 53]
article-paragraph: ಲಕ್ನೋ,ಫೆ.28– ಅಲಹಾಬಾದ್ ಹೈಕೋರ್ಟ್‌ನ ಲಕ್ನೋ ನ್ಯಾಯಪೀಠದ ಒಂದೇ ದಿನ 30 ಪ್ರಕರಣಗಳಿಗೆ ಆಲಿಸಿದ ನಂತರ ತೀರ್ಪು ನೀಡಲು ಅಮರ್ಜಿಕ ಪ್ರಯೋಗ ಘಟನೆ ನಡೆದಿದೆ. — [31, 180, 203, 237]
article-paragraph: ಪಶ್ಚಿಮ ನಗರವಾದ ಎಲ್ ಆಲ್ಟೋದಲ್ಲಿ ಬೊಲಿವಿಯನ್ ವಾಯುಪಡೆಯ ಸರಕು ವಿಮಾನ ನಿವಾಸ ಪ್ರದೇಶಕ್ಕೆ ಅಪಘಾತದ ನಂತರ ಕನಿಷ್ಠ 15 ಜನರು ಸಾವನ್ನಪ್ಪಿದ್ದು, 20ಕ್ಕೂ ಹೆಚ್ಚು ಜನರು ಗಾಯಗೊಂಡಿದ್ದಾರೆ ಎಂದು ಅಧಿಕಾರಿಗಳು ತಿಳಿಸಿದ್ದಾರೆ. — [415, 220, 667, 262]
article-paragraph: ಮುಂದಿನ ದಿನಗಳಲ್ಲಿ ರಾಜ್ಯಾದ್ಯಂತ ಪ್ರತಿಭಟನೆ ನಡೆಸಲಾಗುವುದು ಎಂದು ಅವರು ಎಚ್ಚರಿಕೆ ನೀಡಿದರು. ಜನರ ಸಮಸ್ಯೆಗಳಿಗೆ ಸರ್ಕಾರ ಸ್ಪಂದಿಸುತ್ತಿಲ್ಲ ಎಂದು ದೂರಿದರು. — [1242, 1109, 1501, 1136]
contact-email[interactable]: contact@sanjevani.com — [1359, 57, 1473, 69]
right-column — [400, 104, 1501, 2327]
logo-text-left: ಸಂಜೆ — [652, 37, 707, 73]
article-paragraph: ಈಗಾಗಲೇ ಸರ್ಕಾರಿ ಇಲಾಖೆಗಳಲ್ಲಿ 56,000 ಹುದ್ದೆಗಳು ಖಾಲಿ ಇವೆ ಎಂದು ಅಂಕಿಅಂಶಗಳನ್ನು ಉಲ್ಲೇಖಿಸಿ ಪ್ರತಿಭಟನಾಕಾರರು ಆಕ್ರೋಶ ವ್ಯಕ್ತಪಡಿಸಿದರು. ಸರಕಾರ ಹೇಳಿಕೊಂಡಿದ್ದು ಎಂದು ಹೇಳಿದ್ದಾರೆ. — [415, 1442, 673, 1484]
article-paragraph: ಅಧ್ಯಯನ ಆಗತ್ತಿದೆ ಎಂದು ಆಕೆಯ ಅಂಶಗಳನ್ನು ಅಳವಡಿಸಿದ್ದಾರೆ ಎಂದು ಹೇಳಿದ್ದು, ನಾಗಮೋಹನ್ ದಾಸ್ ವರದಿ ಅಂಶಗಳನ್ನು ಸರಿಯಾಗಿ ಅಳವಡಿಸಿಕೊಳ್ಳದೆ ಗೊಂದಲ ಸೃಷ್ಟಿಸಿರುವುದನ್ನು ಸರಕಾರ ಮಾಡಿದೆ. ಈಗಲಾದರೂ ಆ ಬಗ್ಗೆ ಸರಕಾರ ಗಮನ ಹರಿಸಬೇಕೆಂದು ಅವರು ಆಗ್ರಹಿಸಿದರು. — [215, 1158, 386, 1247]
article-ayesha-arora — [31, 513, 386, 725]
article-paragraph: ಪಾಕಿಸ್ತಾನ ಸಂಬಂಧಪಟ್ಟ ಅಧಿಕಾರಿಗಳು ಮಾತನಾಡಿ ಸೇನಾ ಜತೆಯಲ್ಲಿ ಭದ್ರತಾ ಸಹಕಾರ ಹೊಂದಿದ್ದು, ಭದ್ರತೆಗಾಗಿ ಸಂಭವಿಸಿದ ನಾವು ಆಯ್ಕೆ ಮಾಡಬೇಕು ಎಂದು ತಿಳಿಸಿದ್ದಾರೆ. — [1242, 930, 1501, 956]
color-swatch-1 — [54, 2375, 74, 2395]
headline-line2: 'ಗೋಯಿಂಗ್ ಟು ಸ್ಕೂಲ್' ಸಂಸ್ಥೆ — [415, 537, 648, 564]
article-paragraph: ಅಪಘಾತದ ಸ್ಥಳದಲ್ಲಿ ಹೆಚ್ಚಿನ ವ್ಯಕ್ತಿಗಳ ಅಗ್ನಿಶಾಮಕ ದಳದಲ್ಲಿ ಕನಿಷ್ಠ 20 ಜನರು ಗಾಯಗೊಂಡಿದ್ದಾರೆಂದು ಎಂದು ತಿಳಿಸಿದ್ದಾರೆ. ವರದಿ ಮಾಡಿದೆ.ಅಪಘಾತದ ನಂತರ ಎಲ್ ಆಲ್ಟೋ ಅಂತರಾಷ್ಟ್ರೀಯ ವಿಮಾನ ನಿಲ್ದಾಣವನ್ನು ತಾತ್ಕಾಲಿಕವಾಗಿ ಮುಚ್ಚಲಾಯಿತು. ವಿಮಾನ ಅಪಘಾತಕ್ಕೆ ಸಂಬಂಧಿಸಿದಂತೆ ತನಿಖೆ ನಡೆಯುತ್ತಿದೆ. — [1249, 288, 1501, 347]
lead-text-right — [1249, 165, 1501, 483]
masthead — [31, 26, 1501, 95]
article-paragraph: ಈ ಪ್ರಕರಣಗಳ ಸಾಲ ವಸೂಲಾತಿ ನ್ಯಾಯಾಲಯದ ನಿಟ್ಟಿನ 2025 ರಲ್ಲಿ ಸಲ್ಲಿಸಲಾದ ಅರ್ಜಿಗೆ ಸಂಬಂಧಿಸಿದೆ. ಹೈಕೋರ್ಟ್ 2025 ರ ದಿನ ತಿಂಗಳಲ್ಲಿ ಆದೇಶ ರದ್ದುಗೊಳಿಸಿ, ಈ ಮನವಿಯನ್ನು ವಜಾಗೊಳಿಸಿದೆ ಎಂದು ನ್ಯಾಯಾಲಯ ಗಮನಿಸಿ ತೀರ್ಮಾನ. — [215, 217, 386, 291]
lead-headline: ಸರಕು ಸಾಗಾಣಿಕಾ ವಿಮಾನ ಪತನ: 15 ಮಂದಿ ಸಾವು — [415, 104, 1009, 145]
logo-text-right: ವಾಣಿ — [741, 37, 797, 73]
left-column — [31, 104, 400, 2327]
article-paragraph: ಬೆಂಗಳೂರು,ಫೆ.28: ಸ್ವಾವಲಂಬನ ಲಾಭರಹಿತ ಸಂಸ್ಥೆ ಆಗಿರುವ 'ಗೋಯಿಂಗ್ ಟು ಸ್ಕೂಲ್' ಸಂಸ್ಥೆಯು ಕರ್ನಾಟಕ ಸರ್ಕಾರದ ಸಹಯೋಗದಲ್ಲಿ ಅಜೀಂ ಪ್ರೇಮ್‌ಜೀ ಫೌಂಡೇಶನ್, ಕೆಂಪೇಗೌಡ (ಬಿ) ಗ್ರೂಪ್, ಬ್ರಿಕ್‌ವರ್ಕ್ ಮತ್ತು ಇತರ ಸಂಸ್ಥೆಗಳ ಬೆಂಬಲದೊಂದಿಗೆ ಈ ಕಾರ್ಯಕ್ರಮ ನಡೆಸಿತು. — [415, 585, 673, 643]
article-paragraph: ಆದಾಗ್ಯೂ, ಒಂದೇ ಹೇಸಿಂದ ಹೊರತಾಗಿಯೂ, ವರನು ವಿಶ್ವಾಸ ವೃದ್ಧಿ ಮತ್ತು ಸ್ಪಷ್ಟತೆ ಬಗ್ಗೆ ಹೇಳಿಕೆಯೂ ಎಂದು ವಾದಿಸಿದರಾಗಿ. ಜ್ಯಾಕ್ ಹ್ಯಾನ್ ಅವರ ವಿಶೇಷ ವಾಹನ ಬಗ್ಗೆ ಪ್ರಖ್ಯಾತ ಫೋಟೋ ಗಳು ಹಂಚಿಕೊಂಡಿದ್ದರು. — [215, 626, 386, 685]
article-paragraph: ಕಂಪನಿಯು 'ಫಾರ್ವರ್ಡ್.ಟುಗೆದರ್' (ಮುಂದುವರಿ, ಸಮನ್ವಯದಿಂದ) ಎಂಬ ಹೊಸ ಬ್ರ್ಯಾಂಡ್ ಟ್ಯಾಗ್‌ಲೈನ್ ಅನ್ನು ಘೋಷಿಸಿದೆ. ಇದು ಉತ್ಪಾದನಾ ಕ್ಷೇತ್ರದಲ್ಲಿ ಸಹಭಾಗಿತ್ವ ಹಾಗೂ ನಾವೀನ್ಯತೆಯನ್ನು ಪ್ರತಿನಿಧಿಸುತ್ತದೆ. — [415, 1155, 582, 1214]
page-number: 5 — [1485, 39, 1501, 70]
article-paragraph: ರಕ್ಷಣಾ ಸಚಿವಾಲಯದ ಪ್ರತಿಕ್ರಿಯಿಸಿದ ವಿಮಾನದಲ್ಲಿದ್ದ 130 ಎಂಎಲ್ ವಿಮಾನ ರಕ್ಷಣಾ ಕಾರ್ಯಾಚರಣೆ. — [415, 364, 667, 390]
article-paragraph: ಬೆಂಗಳೂರು,ಫೆ.28–ನಿರಂತರವಾಗಿಯು ಮತ್ತು ಆಕ್ಷೇಪವಿಲ್ಲದೇ ಮುಂಚೂಣಿಯಲ್ಲಿದ್ದ ಬಿರ್ಲಾ ಪ್ರೆಸಿಷನ್ ಟೆಕ್ನಾಲಜೀಸ್ ಲಿಮಿಟೆಡ್ (ಬಿಪಿಟಿಎಲ್) ತನ್ನ ಮುಂದಿನ ಹಂತದ ಬೆಳವಣಿಗೆಯ ಭಾಗವಾಗಿ ಹೊಸ ಬ್ರ್ಯಾಂಡ್ ಗುರುತನ್ನು ಅನಾವರಣಗೊಳಿಸಿದೆ. — [415, 1071, 582, 1144]
